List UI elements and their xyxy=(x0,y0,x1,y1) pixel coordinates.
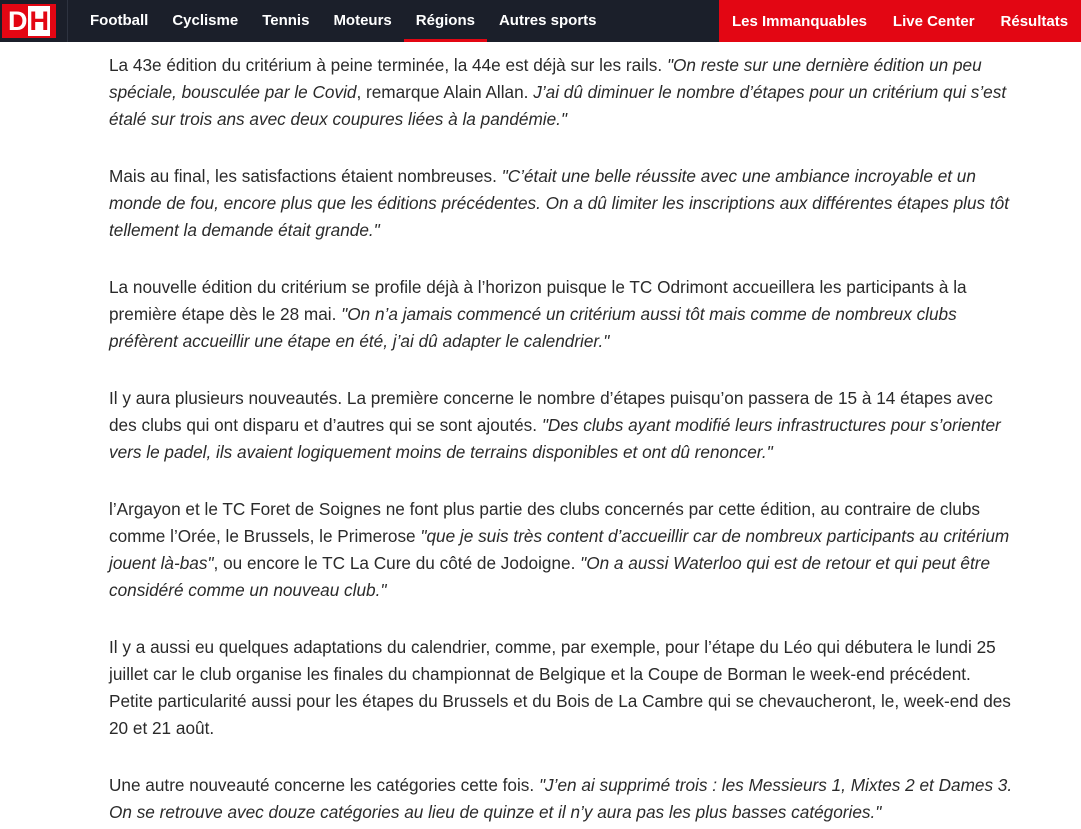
dh-logo-mark: D H xyxy=(2,4,56,38)
top-navigation-bar xyxy=(0,0,1081,42)
paragraph-text: Il y a aussi eu quelques adaptations du calendrier, comme, par exemple, pour l’étape du Léo qui débutera le lundi 25 juillet car le club organise les finales du championnat de Belgique et la Coupe de Borman le week-end précédent. Petite particularité aussi pour les étapes du Brussels et du Bois de La Cambre qui se chevaucheront, le, week-end des 20 et 21 août. xyxy=(109,637,1011,738)
article-paragraph xyxy=(109,772,1014,826)
quote-text: "On n’a jamais commencé un critérium aussi tôt mais comme de nombreux clubs préfèrent accueillir une étape en été, j’ai dû adapter le calendrier." xyxy=(109,304,957,351)
nav-item-football[interactable]: Football xyxy=(90,11,149,29)
paragraph-text: Mais au final, les satisfactions étaient nombreuses. xyxy=(109,166,502,186)
paragraph-text: , ou encore le TC La Cure du côté de Jodoigne. xyxy=(213,553,581,573)
article-paragraph xyxy=(109,163,1014,244)
paragraph-text: La 43e édition du critérium à peine terminée, la 44e est déjà sur les rails. xyxy=(109,55,667,75)
quote-text: "J’en ai supprimé trois : les Messieurs 1, Mixtes 2 et Dames 3. On se retrouve avec douze catégories au lieu de quinze et il n’y aura pas les plus basses catégories." xyxy=(109,775,1013,822)
paragraph-text: Il y aura plusieurs nouveautés. La première concerne le nombre d’étapes puisqu’on passera de 15 à 14 étapes avec des clubs qui ont disparu et d’autres qui se sont ajoutés. xyxy=(109,388,993,435)
quote-text: "Des clubs ayant modifié leurs infrastructures pour s’orienter vers le padel, ils avaient logiquement moins de terrains disponibles et ont dû renoncer." xyxy=(109,415,1001,462)
paragraph-text: , remarque Alain Allan. xyxy=(356,82,534,102)
article-paragraph xyxy=(109,496,1014,604)
quote-text: "C’était une belle réussite avec une ambiance incroyable et un monde de fou, encore plus que les éditions précédentes. On a dû limiter les inscriptions aux différentes étapes plus tôt tellement la demande était grande." xyxy=(109,166,1010,240)
nav-item-live-center[interactable]: Live Center xyxy=(892,12,975,30)
article-body xyxy=(109,52,1014,829)
article-paragraph xyxy=(109,385,1014,466)
paragraph-text: La nouvelle édition du critérium se profile déjà à l’horizon puisque le TC Odrimont accueillera les participants à la première étape dès le 28 mai. xyxy=(109,277,967,324)
quote-text: "On a aussi Waterloo qui est de retour et qui peut être considéré comme un nouveau club." xyxy=(109,553,991,600)
nav-item-les-immanquables[interactable]: Les Immanquables xyxy=(731,12,867,30)
article-paragraph xyxy=(109,634,1014,742)
nav-item-moteurs[interactable]: Moteurs xyxy=(333,11,392,29)
quote-text: "On reste sur une dernière édition un peu spéciale, bousculée par le Covid xyxy=(109,55,982,102)
secondary-nav xyxy=(719,0,1081,42)
article-paragraph xyxy=(109,52,1014,133)
nav-item-autres-sports[interactable]: Autres sports xyxy=(498,11,597,29)
nav-item-tennis[interactable]: Tennis xyxy=(262,11,310,29)
nav-item-cyclisme[interactable]: Cyclisme xyxy=(172,11,239,29)
quote-text: J’ai dû diminuer le nombre d’étapes pour un critérium qui s’est étalé sur trois ans avec deux coupures liées à la pandémie." xyxy=(109,82,1007,129)
quote-text: "que je suis très content d’accueillir car de nombreux participants au critérium jouent là-bas" xyxy=(109,526,1010,573)
main-nav xyxy=(68,0,609,42)
paragraph-text: Une autre nouveauté concerne les catégories cette fois. xyxy=(109,775,539,795)
article-paragraph xyxy=(109,274,1014,355)
nav-item-regions[interactable]: Régions xyxy=(404,0,487,40)
nav-item-resultats[interactable]: Résultats xyxy=(1000,12,1069,30)
logo-area[interactable] xyxy=(0,0,68,42)
paragraph-text: l’Argayon et le TC Foret de Soignes ne font plus partie des clubs concernés par cette édition, au contraire de clubs comme l’Orée, le Brussels, le Primerose xyxy=(109,499,981,546)
dh-logo[interactable] xyxy=(0,0,58,42)
